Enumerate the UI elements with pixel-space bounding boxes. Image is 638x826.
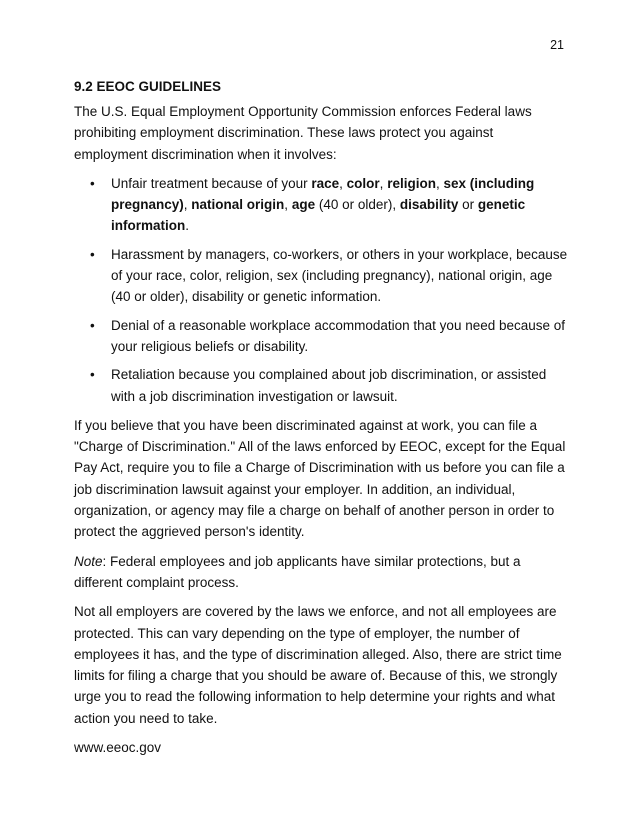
term-genetic-information: genetic information [111,197,526,234]
list-item [74,364,569,407]
note-text: : Federal employees and job applicants have similar protections, but a different complaint process. [74,553,521,590]
term-race: race [311,175,340,191]
list-item [74,244,569,308]
list-item [74,315,569,358]
item-text: Unfair treatment because of your race, color, religion, sex (including pregnancy), national origin, age (40 or older), disability or genetic information. [111,175,535,234]
protected-bases-list [74,173,569,407]
note-label: Note [74,553,103,569]
charge-paragraph: If you believe that you have been discriminated against at work, you can file a "Charge of Discrimination." All of the laws enforced by EEOC, except for the Equal Pay Act, require you to file a Charge of Discrimination with us before you can file a job discrimination lawsuit against your employer. In addition, an individual, organization, or agency may file a charge on behalf of another person in order to protect the aggrieved person's identity. [74,417,566,540]
item-text: Harassment by managers, co-workers, or others in your workplace, because of your race, color, religion, sex (including pregnancy), national origin, age (40 or older), disability or genetic information. [111,246,568,305]
term-national-origin: national origin [191,197,285,213]
term-color: color [346,175,380,191]
page-number: 21 [550,38,564,52]
coverage-paragraph: Not all employers are covered by the laws we enforce, and not all employees are protected. This can vary depending on the type of employer, the number of employees it has, and the type of discrimination alleged. Also, there are strict time limits for filing a charge that you should be aware of. Because of this, we strongly urge you to read the following information to help determine your rights and what action you need to take. [74,604,562,726]
term-sex: sex (including pregnancy) [111,175,535,213]
term-religion: religion [387,175,436,191]
website-paragraph [74,737,569,758]
term-age: age [291,197,316,213]
bullet-icon: • [90,246,95,262]
document-body [74,76,569,766]
bullet-icon: • [90,367,95,383]
bullet-icon: • [90,317,95,333]
section-heading: 9.2 EEOC GUIDELINES [74,79,222,94]
list-item [74,173,569,237]
item-text: Denial of a reasonable workplace accommodation that you need because of your religious beliefs or disability. [111,317,566,354]
website-link[interactable]: www.eeoc.gov [74,740,162,756]
term-disability: disability [399,197,459,213]
item-text: Retaliation because you complained about job discrimination, or assisted with a job discrimination investigation or lawsuit. [111,367,547,404]
note-paragraph [74,551,569,594]
bullet-icon: • [90,175,95,191]
intro-paragraph: The U.S. Equal Employment Opportunity Commission enforces Federal laws prohibiting employment discrimination. These laws protect you against employment discrimination when it involves: [74,104,532,162]
